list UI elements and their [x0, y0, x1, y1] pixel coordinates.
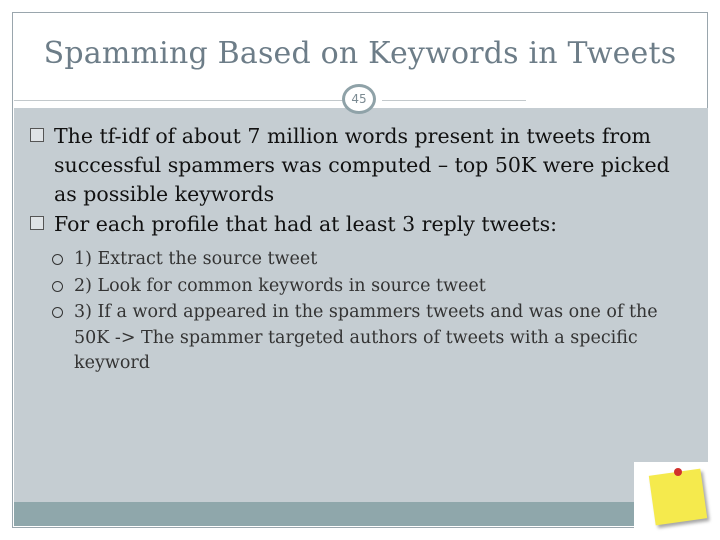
- title-divider-right: [382, 100, 526, 101]
- pushpin-icon: [674, 468, 682, 476]
- ring-bullet-icon: [52, 307, 63, 318]
- bullet-text: The tf-idf of about 7 million words present in tweets from successful spammers was computed – top 50K were picked as possible keywords: [54, 124, 670, 206]
- sticky-note-icon: [649, 469, 707, 526]
- ring-bullet-icon: [52, 281, 63, 292]
- sub-bullet-item: [30, 300, 690, 377]
- bottom-accent-bar: [14, 502, 634, 526]
- bullet-item: [30, 210, 690, 239]
- bullet-item: [30, 122, 690, 209]
- sub-bullet-text: 2) Look for common keywords in source tweet: [74, 275, 486, 296]
- sub-bullet-list: [30, 247, 690, 377]
- title-divider-left: [14, 100, 344, 101]
- square-bullet-icon: [30, 128, 44, 142]
- page-number-badge: 45: [342, 84, 376, 114]
- ring-bullet-icon: [52, 254, 63, 265]
- sub-bullet-text: 1) Extract the source tweet: [74, 249, 318, 269]
- sub-bullet-item: [30, 274, 690, 300]
- sub-bullet-text: 3) If a word appeared in the spammers tweets and was one of the 50K -> The spammer targeted authors of tweets with a specific keyword: [74, 302, 658, 373]
- bullet-list: [30, 122, 690, 378]
- square-bullet-icon: [30, 216, 44, 230]
- bullet-text: For each profile that had at least 3 reply tweets:: [54, 212, 558, 236]
- sub-bullet-item: [30, 247, 690, 273]
- slide-title: Spamming Based on Keywords in Tweets: [43, 36, 677, 71]
